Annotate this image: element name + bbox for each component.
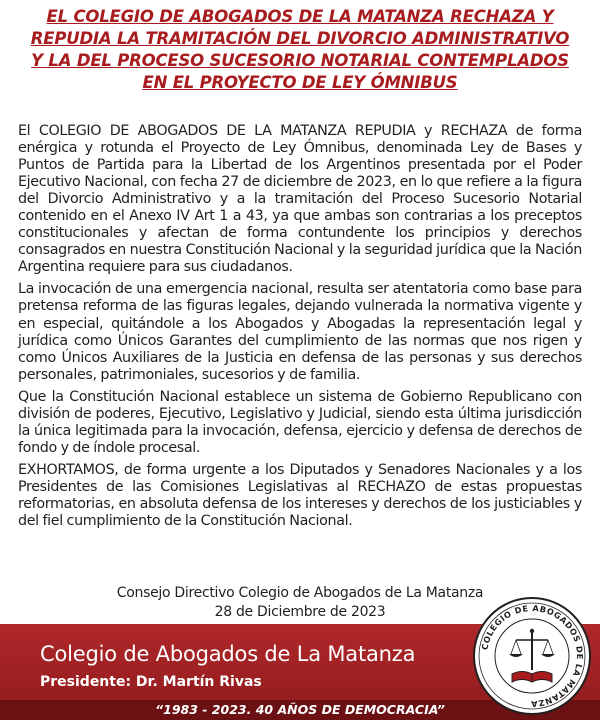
signature-issuer: Consejo Directivo Colegio de Abogados de La Matanza	[116, 585, 484, 601]
statement-paragraph: El COLEGIO DE ABOGADOS DE LA MATANZA REPUDIA y RECHAZA de forma enérgica y rotunda el Proyecto de Ley Ómnibus, denominada Ley de Bases y Puntos de Partida para la Libertad de los Argentinos presentada por el Poder Ejecutivo Nacional, con fecha 27 de diciembre de 2023, en lo que refiere a la figura del Divorcio Administrativo y a la tramitación del Proceso Sucesorio Notarial contenido en el Anexo IV Art 1 a 43, ya que ambas son contrarias a los preceptos constitucionales y afectan de forma contundente los principios y derechos consagrados en nuestra Constitución Nacional y la seguridad jurídica que la Nación Argentina requiere para sus ciudadanos.	[18, 123, 582, 276]
headline-line: EL COLEGIO DE ABOGADOS DE LA MATANZA RECHAZA Y	[46, 7, 554, 26]
statement-paragraph: EXHORTAMOS, de forma urgente a los Diputados y Senadores Nacionales y a los Presidentes de las Comisiones Legislativas al RECHAZO de estas propuestas reformatorias, en absoluta defensa de los intereses y derechos de los justiciables y del fiel cumplimiento de la Constitución Nacional.	[18, 461, 582, 530]
signature-date: 28 de Diciembre de 2023	[214, 604, 386, 620]
headline-line: Y LA DEL PROCESO SUCESORIO NOTARIAL CONTEMPLADOS	[31, 51, 569, 70]
footer-president: Presidente: Dr. Martín Rivas	[40, 674, 262, 690]
headline	[0, 6, 600, 94]
footer-institution-name: Colegio de Abogados de La Matanza	[40, 642, 416, 666]
headline-line: REPUDIA LA TRAMITACIÓN DEL DIVORCIO ADMINISTRATIVO	[30, 29, 570, 48]
headline-line: EN EL PROYECTO DE LEY ÓMNIBUS	[142, 73, 458, 92]
college-seal-logo	[472, 596, 592, 716]
statement-paragraph: Que la Constitución Nacional establece un sistema de Gobierno Republicano con división de poderes, Ejecutivo, Legislativo y Judicial, siendo esta última jurisdicción la única legitimada para la invocación, defensa, ejercicio y defensa de derechos de fondo y de índole procesal.	[18, 388, 582, 456]
footer-motto: “1983 - 2023. 40 AÑOS DE DEMOCRACIA”	[155, 702, 445, 717]
statement-body	[18, 123, 582, 535]
seal-text: COLEGIO DE ABOGADOS DE LA MATANZA	[479, 602, 586, 710]
statement-paragraph: La invocación de una emergencia nacional, resulta ser atentatoria como base para pretensa reforma de las figuras legales, dejando vulnerada la normativa vigente y en especial, quitándole a los Abogados y Abogadas la representación legal y jurídica como Únicos Garantes del cumplimiento de las normas que nos rigen y como Únicos Auxiliares de la Justicia en defensa de las personas y sus derechos personales, patrimoniales, sucesorios y de familia.	[18, 281, 582, 383]
